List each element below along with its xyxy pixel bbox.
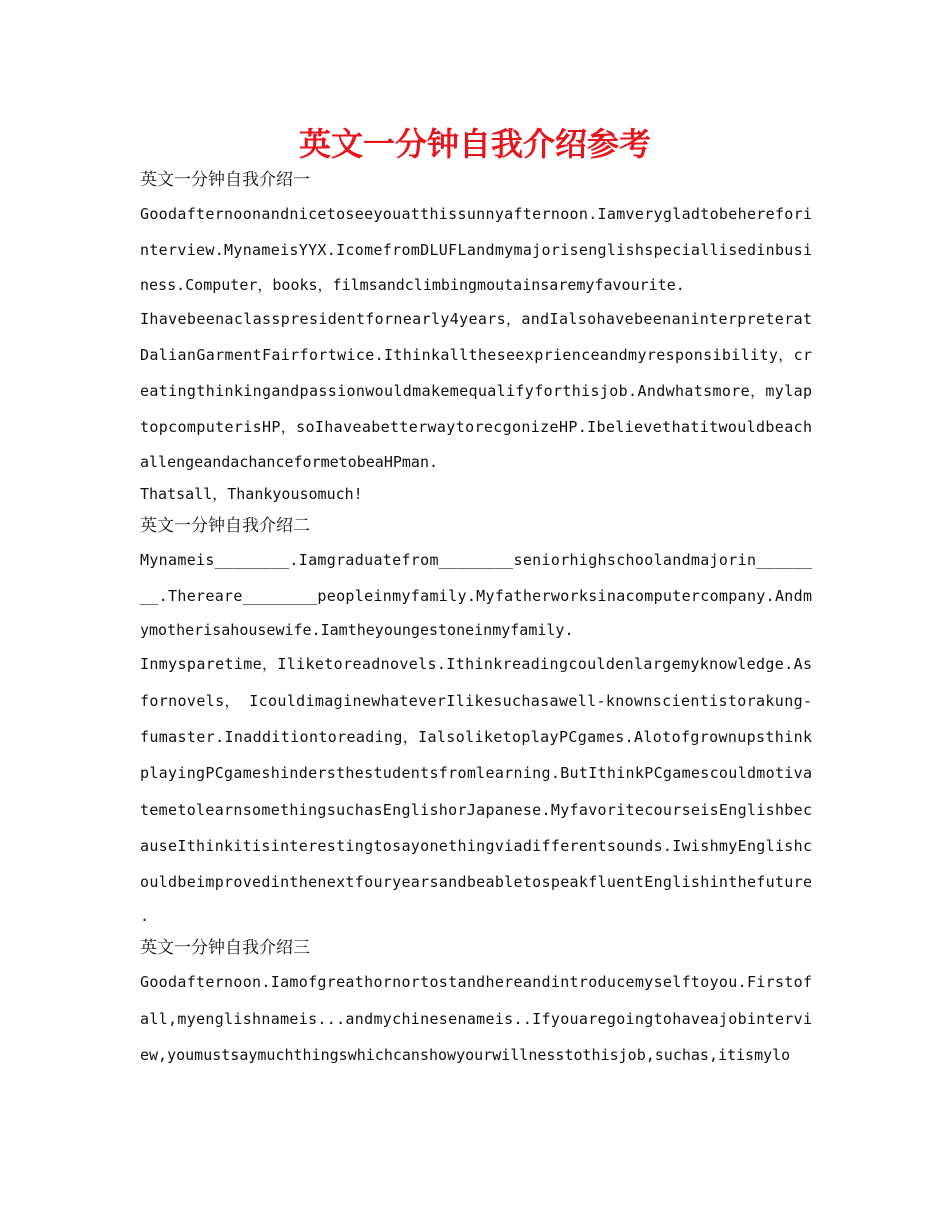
- text-line: Thatsall，Thankyousomuch!: [140, 484, 363, 503]
- paragraph: [140, 646, 812, 932]
- text-line: all,myenglishnameis...andmychinesenameis..Ifyouaregoingtohaveajobintervi: [140, 1009, 812, 1028]
- text-line: fumaster.Inadditiontoreading，IalsoliketoplayPCgames.Alotofgrownupsthink: [140, 727, 812, 746]
- paragraph: [140, 196, 812, 301]
- text-line: nterview.MynameisYYX.IcomefromDLUFLandmymajorisenglishspeciallisedinbusi: [140, 241, 812, 260]
- paragraph: [140, 478, 812, 510]
- text-line: topcomputerisHP，soIhaveabetterwaytorecgonizeHP.Ibelievethatitwouldbeach: [140, 418, 812, 437]
- text-line: ness.Computer，books，filmsandclimbingmoutainsaremyfavourite.: [140, 275, 685, 294]
- document-title: 英文一分钟自我介绍参考: [298, 125, 651, 163]
- section-heading: 英文一分钟自我介绍三: [140, 938, 310, 959]
- section-heading: 英文一分钟自我介绍二: [140, 515, 310, 536]
- text-line: Inmysparetime，Iliketoreadnovels.Ithinkreadingcouldenlargemyknowledge.As: [140, 655, 812, 674]
- paragraph: [140, 542, 812, 647]
- text-line: temetolearnsomethingsuchasEnglishorJapanese.MyfavoritecourseisEnglishbec: [140, 800, 812, 819]
- text-line: __.Thereare________peopleinmyfamily.Myfatherworksinacomputercompany.Andm: [140, 587, 812, 606]
- text-line: playingPCgameshindersthestudentsfromlearning.ButIthinkPCgamescouldmotiva: [140, 764, 812, 783]
- text-line: auseIthinkitisinterestingtosayonethingviadifferentsounds.IwishmyEnglishc: [140, 836, 812, 855]
- text-line: allengeandachanceformetobeaHPman.: [140, 452, 439, 471]
- document-body: [140, 164, 812, 1073]
- paragraph: [140, 964, 812, 1073]
- text-line: fornovels， IcouldimaginewhateverIlikesuchasawell-knownscientistorakung-: [140, 691, 812, 710]
- paragraph: [140, 301, 812, 478]
- text-line: .: [140, 907, 150, 926]
- text-line: Mynameis________.Iamgraduatefrom________seniorhighschoolandmajorin______: [140, 550, 812, 569]
- text-line: Goodafternoon.Iamofgreathornortostandhereandintroducemyselftoyou.Firstof: [140, 973, 812, 992]
- text-line: eatingthinkingandpassionwouldmakemequalifyforthisjob.Andwhatsmore，mylap: [140, 382, 812, 401]
- text-line: Ihavebeenaclasspresidentfornearly4years，andIalsohavebeenaninterpreterat: [140, 309, 812, 328]
- text-line: Goodafternoonandnicetoseeyouatthissunnyafternoon.Iamverygladtobeherefori: [140, 205, 812, 223]
- text-line: ew,youmustsaymuchthingswhichcanshowyourwillnesstothisjob,suchas,itismylo: [140, 1046, 791, 1065]
- text-line: ymotherisahousewife.Iamtheyoungestoneinmyfamily.: [140, 621, 574, 640]
- text-line: ouldbeimprovedinthenextfouryearsandbeabletospeakfluentEnglishinthefuture: [140, 873, 812, 892]
- text-line: DalianGarmentFairfortwice.Ithinkalltheseexprienceandmyresponsibility，cr: [140, 345, 812, 364]
- section-heading: 英文一分钟自我介绍一: [140, 170, 310, 190]
